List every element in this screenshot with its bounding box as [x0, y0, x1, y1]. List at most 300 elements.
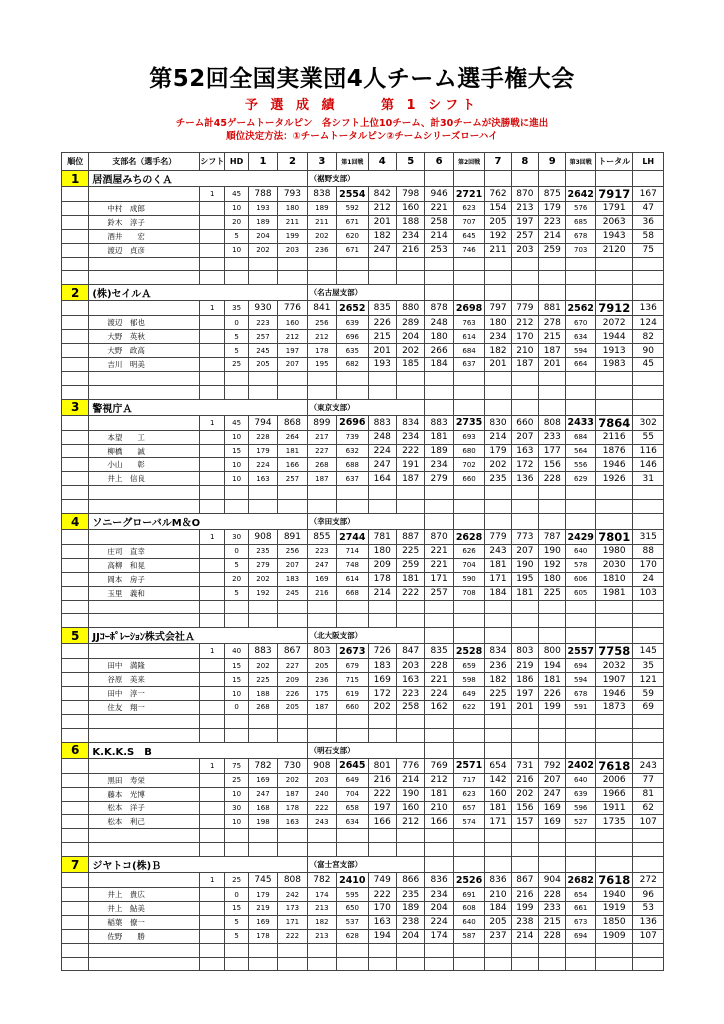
empty-cell: [566, 399, 595, 415]
team-game-7: 834: [485, 644, 511, 659]
player-round-3: 594: [566, 344, 595, 358]
empty-cell: [511, 857, 538, 873]
empty-cell: [62, 915, 89, 929]
empty-cell: [278, 714, 307, 728]
empty-cell: [485, 257, 511, 271]
empty-cell: [200, 943, 225, 957]
team-game-9: 881: [539, 301, 566, 316]
player-game-8: 195: [511, 572, 538, 586]
empty-cell: [511, 728, 538, 742]
empty-cell: [485, 742, 511, 758]
player-round-2: 657: [453, 801, 484, 815]
spacer-row: [62, 957, 664, 971]
empty-cell: [595, 486, 633, 500]
empty-cell: [539, 714, 566, 728]
header-game-8: 8: [511, 153, 538, 171]
rank-badge: 3: [62, 399, 89, 415]
player-game-5: 234: [396, 229, 424, 243]
player-lh: 136: [633, 915, 664, 929]
empty-cell: [368, 486, 396, 500]
empty-cell: [62, 530, 89, 545]
empty-cell: [425, 486, 453, 500]
empty-cell: [511, 628, 538, 644]
empty-cell: [511, 285, 538, 301]
player-lh: 90: [633, 344, 664, 358]
empty-cell: [62, 586, 89, 600]
team-shift: 1: [200, 873, 225, 888]
spacer-row: [62, 600, 664, 614]
empty-cell: [566, 614, 595, 628]
player-name: 松本 利己: [89, 815, 200, 829]
player-game-8: 187: [511, 358, 538, 372]
empty-cell: [633, 600, 664, 614]
empty-cell: [511, 843, 538, 857]
player-game-8: 238: [511, 915, 538, 929]
player-game-4: 183: [368, 659, 396, 673]
player-game-5: 214: [396, 773, 424, 787]
empty-cell: [485, 171, 511, 187]
team-round-1: 2744: [337, 530, 368, 545]
player-game-2: 202: [278, 773, 307, 787]
player-game-3: 178: [307, 344, 336, 358]
player-game-9: 156: [539, 458, 566, 472]
empty-cell: [62, 257, 89, 271]
player-game-5: 216: [396, 243, 424, 257]
header-game-5: 5: [396, 153, 424, 171]
empty-cell: [595, 600, 633, 614]
empty-cell: [453, 843, 484, 857]
player-round-2: 614: [453, 330, 484, 344]
header-round-2: 第2回戦: [453, 153, 484, 171]
player-game-1: 178: [248, 929, 277, 943]
empty-cell: [89, 957, 200, 971]
team-game-7: 654: [485, 758, 511, 773]
player-game-7: 184: [485, 586, 511, 600]
team-game-2: 891: [278, 530, 307, 545]
team-game-4: 842: [368, 187, 396, 202]
empty-cell: [248, 957, 277, 971]
empty-cell: [633, 486, 664, 500]
empty-cell: [368, 500, 396, 514]
team-game-9: 808: [539, 415, 566, 430]
team-game-6: 769: [425, 758, 453, 773]
empty-cell: [511, 957, 538, 971]
empty-cell: [485, 943, 511, 957]
player-hd: 30: [225, 801, 248, 815]
header-round-1: 第1回戦: [337, 153, 368, 171]
player-lh: 24: [633, 572, 664, 586]
player-round-3: 694: [566, 659, 595, 673]
empty-cell: [337, 728, 368, 742]
player-round-3: 556: [566, 458, 595, 472]
player-game-5: 238: [396, 915, 424, 929]
spacer-row: [62, 829, 664, 843]
rank-badge: 2: [62, 285, 89, 301]
team-score-row: [62, 530, 664, 545]
team-game-3: 841: [307, 301, 336, 316]
player-total: 2072: [595, 316, 633, 330]
spacer-row: [62, 257, 664, 271]
rank-badge: 5: [62, 628, 89, 644]
empty-cell: [278, 728, 307, 742]
empty-cell: [337, 385, 368, 399]
team-round-3: 2433: [567, 417, 594, 429]
player-game-6: 224: [425, 687, 453, 701]
player-round-3: 670: [566, 316, 595, 330]
player-game-3: 189: [307, 202, 336, 216]
player-game-5: 225: [396, 545, 424, 559]
team-header-row: [62, 285, 664, 301]
empty-cell: [89, 500, 200, 514]
player-game-1: 163: [248, 472, 277, 486]
player-lh: 62: [633, 801, 664, 815]
empty-cell: [633, 271, 664, 285]
player-game-8: 216: [511, 773, 538, 787]
spacer-row: [62, 843, 664, 857]
player-round-2: 680: [453, 444, 484, 458]
player-name: 吉川 明美: [89, 358, 200, 372]
empty-cell: [200, 888, 225, 902]
player-round-2: 702: [453, 458, 484, 472]
team-game-5: 776: [396, 758, 424, 773]
empty-cell: [62, 728, 89, 742]
player-game-1: 202: [248, 243, 277, 257]
player-hd: 5: [225, 330, 248, 344]
team-game-2: 776: [278, 301, 307, 316]
player-game-9: 225: [539, 586, 566, 600]
empty-cell: [337, 486, 368, 500]
empty-cell: [62, 673, 89, 687]
results-table: [61, 152, 664, 971]
empty-cell: [337, 371, 368, 385]
empty-cell: [633, 500, 664, 514]
empty-cell: [595, 843, 633, 857]
empty-cell: [225, 371, 248, 385]
player-game-9: 181: [539, 673, 566, 687]
rank-badge: 1: [62, 171, 89, 187]
player-game-9: 201: [539, 358, 566, 372]
player-game-2: 207: [278, 558, 307, 572]
team-hd: 25: [225, 873, 248, 888]
player-game-3: 205: [307, 659, 336, 673]
empty-cell: [511, 500, 538, 514]
player-total: 1919: [595, 901, 633, 915]
team-round-2: 2571: [453, 758, 484, 773]
empty-cell: [62, 545, 89, 559]
team-total: 7917: [595, 187, 633, 202]
player-hd: 10: [225, 787, 248, 801]
team-round-2: 2526: [453, 873, 484, 888]
player-round-2: 763: [453, 316, 484, 330]
empty-cell: [200, 458, 225, 472]
empty-cell: [200, 829, 225, 843]
player-game-8: 156: [511, 801, 538, 815]
empty-cell: [485, 514, 511, 530]
team-round-3: 2682: [567, 874, 594, 886]
empty-cell: [485, 857, 511, 873]
player-game-5: 289: [396, 316, 424, 330]
branch-name: （東京支部）: [307, 399, 425, 415]
empty-cell: [485, 728, 511, 742]
empty-cell: [62, 385, 89, 399]
player-row: [62, 202, 664, 216]
empty-cell: [89, 257, 200, 271]
empty-cell: [453, 399, 484, 415]
player-total: 1911: [595, 801, 633, 815]
empty-cell: [307, 486, 336, 500]
team-game-8: 773: [511, 530, 538, 545]
header-game-7: 7: [485, 153, 511, 171]
player-game-5: 189: [396, 901, 424, 915]
empty-cell: [307, 957, 336, 971]
team-hd: 30: [225, 530, 248, 545]
player-game-2: 181: [278, 444, 307, 458]
player-row: [62, 472, 664, 486]
team-total: 7618: [595, 758, 633, 773]
player-hd: 25: [225, 773, 248, 787]
empty-cell: [200, 572, 225, 586]
team-game-1: 788: [248, 187, 277, 202]
player-hd: 15: [225, 673, 248, 687]
empty-cell: [396, 385, 424, 399]
empty-cell: [337, 257, 368, 271]
player-name: 黒田 寿栄: [89, 773, 200, 787]
player-name: 鈴木 淳子: [89, 215, 200, 229]
empty-cell: [425, 271, 453, 285]
empty-cell: [200, 271, 225, 285]
player-hd: 10: [225, 687, 248, 701]
player-hd: 20: [225, 215, 248, 229]
player-game-1: 169: [248, 915, 277, 929]
player-name: 住友 翔一: [89, 701, 200, 715]
player-row: [62, 229, 664, 243]
empty-cell: [368, 843, 396, 857]
empty-cell: [62, 829, 89, 843]
empty-cell: [62, 600, 89, 614]
empty-cell: [89, 385, 200, 399]
team-round-3: 2557: [567, 645, 594, 657]
player-game-3: 187: [307, 472, 336, 486]
header-lh: LH: [633, 153, 664, 171]
team-score-row: [62, 301, 664, 316]
player-round-1: 658: [337, 801, 368, 815]
empty-cell: [62, 187, 89, 202]
player-name: 小山 彰: [89, 458, 200, 472]
header-rank: 順位: [62, 153, 89, 171]
empty-cell: [453, 943, 484, 957]
empty-cell: [595, 371, 633, 385]
player-round-2: 645: [453, 229, 484, 243]
empty-cell: [368, 943, 396, 957]
player-round-1: 660: [337, 701, 368, 715]
player-row: [62, 358, 664, 372]
branch-name: （幸田支部）: [307, 514, 425, 530]
empty-cell: [278, 600, 307, 614]
team-shift: 1: [200, 301, 225, 316]
player-game-6: 189: [425, 444, 453, 458]
player-game-2: 257: [278, 472, 307, 486]
empty-cell: [539, 728, 566, 742]
team-game-9: 787: [539, 530, 566, 545]
player-game-1: 202: [248, 572, 277, 586]
empty-cell: [225, 257, 248, 271]
player-game-4: 226: [368, 316, 396, 330]
player-lh: 121: [633, 673, 664, 687]
player-game-3: 211: [307, 215, 336, 229]
team-game-1: 745: [248, 873, 277, 888]
empty-cell: [633, 857, 664, 873]
team-name: JJｺｰﾎﾟﾚｰｼｮﾝ株式会社Ａ: [89, 628, 307, 644]
player-round-2: 660: [453, 472, 484, 486]
player-game-3: 268: [307, 458, 336, 472]
player-game-9: 215: [539, 330, 566, 344]
empty-cell: [425, 843, 453, 857]
player-round-1: 688: [337, 458, 368, 472]
empty-cell: [539, 271, 566, 285]
player-round-1: 649: [337, 773, 368, 787]
player-game-6: 180: [425, 330, 453, 344]
empty-cell: [62, 572, 89, 586]
empty-cell: [337, 614, 368, 628]
player-game-4: 214: [368, 586, 396, 600]
header-row: [62, 153, 664, 171]
player-row: [62, 243, 664, 257]
player-round-3: 694: [566, 929, 595, 943]
player-game-8: 157: [511, 815, 538, 829]
team-game-6: 870: [425, 530, 453, 545]
player-game-2: 245: [278, 586, 307, 600]
player-game-9: 179: [539, 202, 566, 216]
empty-cell: [62, 929, 89, 943]
empty-cell: [62, 458, 89, 472]
player-round-3: 605: [566, 586, 595, 600]
player-name: 松本 洋子: [89, 801, 200, 815]
spacer-row: [62, 486, 664, 500]
player-round-2: 640: [453, 915, 484, 929]
player-game-7: 182: [485, 673, 511, 687]
player-game-6: 181: [425, 430, 453, 444]
player-game-2: 197: [278, 344, 307, 358]
empty-cell: [539, 843, 566, 857]
player-name: 田中 満隆: [89, 659, 200, 673]
header-game-6: 6: [425, 153, 453, 171]
empty-cell: [62, 330, 89, 344]
team-game-1: 794: [248, 415, 277, 430]
empty-cell: [425, 957, 453, 971]
team-header-row: [62, 171, 664, 187]
empty-cell: [511, 829, 538, 843]
team-name: (株)セイルＡ: [89, 285, 307, 301]
empty-cell: [337, 500, 368, 514]
player-lh: 75: [633, 243, 664, 257]
empty-cell: [595, 271, 633, 285]
player-round-1: 704: [337, 787, 368, 801]
player-round-3: 673: [566, 915, 595, 929]
empty-cell: [225, 957, 248, 971]
player-round-3: 639: [566, 787, 595, 801]
player-round-3: 684: [566, 430, 595, 444]
player-game-5: 202: [396, 344, 424, 358]
empty-cell: [337, 957, 368, 971]
empty-cell: [62, 614, 89, 628]
qualification-note: チーム計45ゲームトータルピン 各シフト上位10チーム、計30チームが決勝戦に進出: [175, 118, 549, 129]
player-game-8: 216: [511, 888, 538, 902]
empty-cell: [425, 628, 453, 644]
player-game-4: 247: [368, 458, 396, 472]
player-round-3: 678: [566, 687, 595, 701]
team-total: 7618: [595, 873, 633, 888]
player-round-1: 634: [337, 815, 368, 829]
player-game-2: 199: [278, 229, 307, 243]
empty-cell: [200, 472, 225, 486]
player-game-6: 166: [425, 815, 453, 829]
empty-cell: [62, 815, 89, 829]
empty-cell: [307, 371, 336, 385]
empty-cell: [278, 957, 307, 971]
empty-cell: [62, 271, 89, 285]
empty-cell: [511, 399, 538, 415]
empty-cell: [62, 687, 89, 701]
player-name: 高柳 和晃: [89, 558, 200, 572]
player-game-7: 210: [485, 888, 511, 902]
player-round-3: 685: [566, 215, 595, 229]
empty-cell: [200, 500, 225, 514]
player-round-1: 595: [337, 888, 368, 902]
empty-cell: [453, 742, 484, 758]
player-game-3: 203: [307, 773, 336, 787]
empty-cell: [62, 659, 89, 673]
player-round-2: 649: [453, 687, 484, 701]
empty-cell: [633, 385, 664, 399]
empty-cell: [633, 514, 664, 530]
empty-cell: [595, 385, 633, 399]
empty-cell: [595, 628, 633, 644]
player-lh: 31: [633, 472, 664, 486]
empty-cell: [396, 843, 424, 857]
empty-cell: [485, 600, 511, 614]
player-game-9: 177: [539, 444, 566, 458]
spacer-row: [62, 371, 664, 385]
empty-cell: [200, 229, 225, 243]
empty-cell: [396, 728, 424, 742]
empty-cell: [200, 614, 225, 628]
page-title: 第52回全国実業団4人チーム選手権大会: [149, 66, 575, 92]
empty-cell: [200, 586, 225, 600]
player-game-4: 212: [368, 202, 396, 216]
player-round-2: 704: [453, 558, 484, 572]
player-total: 1913: [595, 344, 633, 358]
empty-cell: [396, 257, 424, 271]
empty-cell: [62, 472, 89, 486]
team-game-2: 868: [278, 415, 307, 430]
player-round-1: 714: [337, 545, 368, 559]
empty-cell: [566, 943, 595, 957]
player-total: 2030: [595, 558, 633, 572]
ranking-method-note: 順位決定方法：①チームトータルピン②チームシリーズローハイ: [226, 131, 498, 142]
empty-cell: [89, 600, 200, 614]
empty-cell: [595, 943, 633, 957]
player-game-7: 181: [485, 558, 511, 572]
player-round-3: 576: [566, 202, 595, 216]
empty-cell: [396, 500, 424, 514]
empty-cell: [200, 714, 225, 728]
empty-cell: [225, 486, 248, 500]
empty-cell: [566, 171, 595, 187]
empty-cell: [539, 399, 566, 415]
empty-cell: [595, 614, 633, 628]
empty-cell: [485, 385, 511, 399]
player-game-1: 223: [248, 316, 277, 330]
